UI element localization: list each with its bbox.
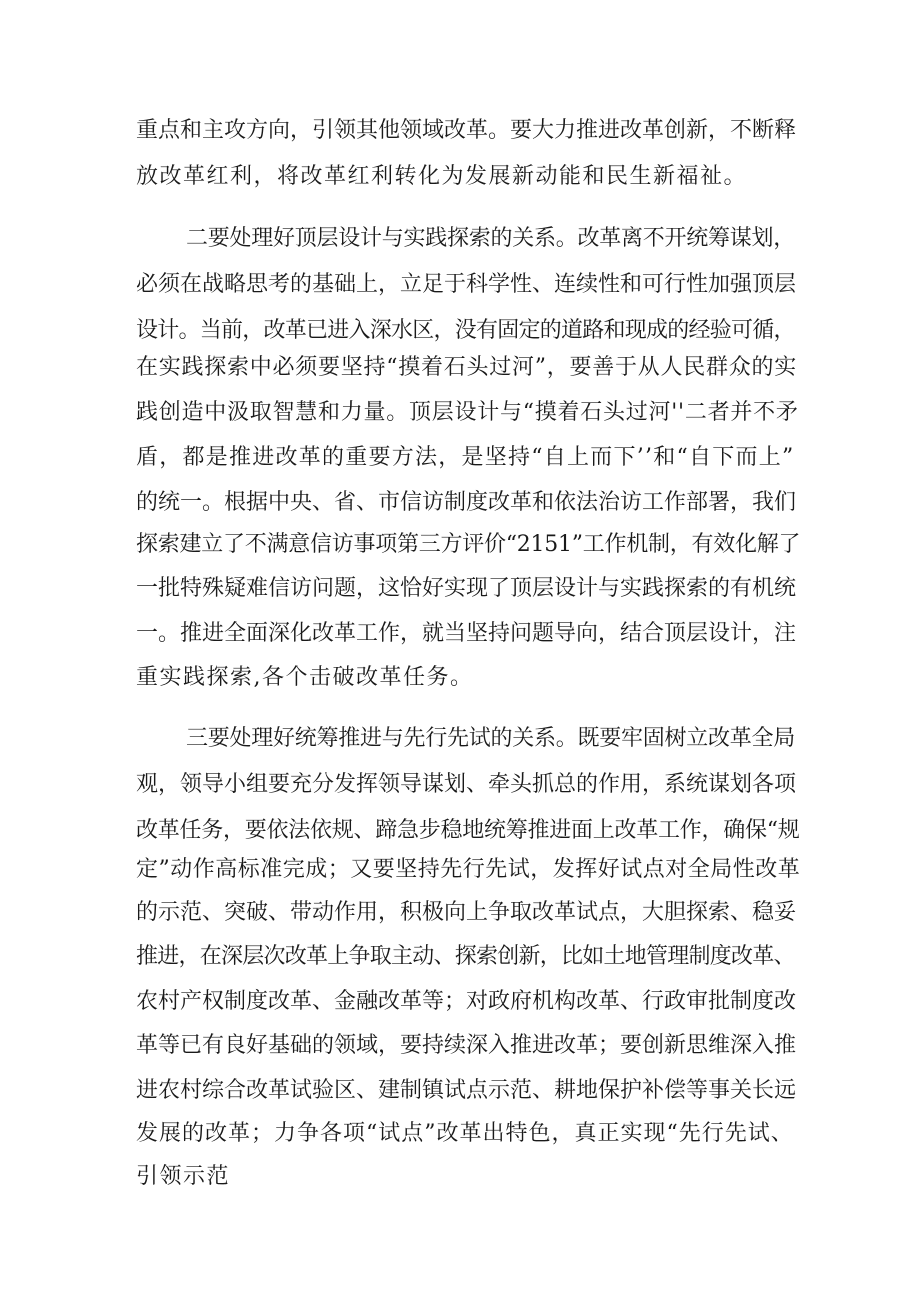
paragraph-3-line-4: 定”动作高标准完成；又要坚持先行先试，发挥好试点对全局性改革 [136, 857, 801, 882]
paragraph-2-line-4: 在实践探索中必须要坚持“摸着石头过河”，要善于从人民群众的实 [136, 355, 797, 380]
paragraph-3-line-2: 观，领导小组要充分发挥领导谋划、牵头抓总的作用，系统谋划各项 [136, 772, 797, 797]
paragraph-2-line-1: 二要处理好顶层设计与实践探索的关系。改革离不开统筹谋划， [186, 226, 796, 251]
paragraph-2-line-2: 必须在战略思考的基础上，立足于科学性、连续性和可行性加强顶层 [136, 272, 797, 297]
paragraph-3-line-6: 推进，在深层次改革上争取主动、探索创新，比如土地管理制度改革、 [136, 944, 795, 969]
paragraph-3-line-8: 革等已有良好基础的领域，要持续深入推进改革；要创新思维深入推 [136, 1033, 797, 1058]
paragraph-2-line-6: 盾，都是推进改革的重要方法，是坚持“自上而下’’和“自下而上” [136, 445, 795, 470]
paragraph-3-line-3: 改革任务，要依法依规、蹄急步稳地统筹推进面上改革工作，确保“规 [136, 818, 800, 843]
paragraph-2-line-3: 设计。当前，改革已进入深水区，没有固定的道路和现成的经验可循， [136, 318, 795, 343]
paragraph-3-line-10: 发展的改革；力争各项“试点”改革出特色，真正实现“先行先试、 [136, 1121, 794, 1146]
paragraph-2-line-10: 一。推进全面深化改革工作，就当坚持问题导向，结合顶层设计，注 [136, 621, 797, 646]
paragraph-2-line-5: 践创造中汲取智慧和力量。顶层设计与“摸着石头过河''二者并不矛 [136, 400, 799, 425]
paragraph-3-line-5: 的示范、突破、带动作用，积极向上争取改革试点，大胆探索、稳妥 [136, 900, 797, 925]
paragraph-3-line-7: 农村产权制度改革、金融改革等；对政府机构改革、行政审批制度改 [136, 989, 797, 1014]
paragraph-3-line-11: 引领示范 [136, 1164, 231, 1189]
paragraph-3-line-1: 三要处理好统筹推进与先行先试的关系。既要牢固树立改革全局 [186, 726, 796, 751]
paragraph-3-line-9: 进农村综合改革试验区、建制镇试点示范、耕地保护补偿等事关长远 [136, 1078, 797, 1103]
paragraph-2-line-8: 探索建立了不满意信访事项第三方评价“2151”工作机制，有效化解了 [136, 532, 801, 557]
paragraph-2-line-9: 一批特殊疑难信访问题，这恰好实现了顶层设计与实践探索的有机统 [136, 576, 797, 601]
paragraph-1-line-2: 放改革红利，将改革红利转化为发展新动能和民生新福祉。 [136, 164, 748, 189]
paragraph-2-line-11: 重实践探索,各个击破改革任务。 [136, 665, 474, 690]
paragraph-2-line-7: 的统一。根据中央、省、市信访制度改革和依法治访工作部署，我们 [136, 490, 797, 515]
paragraph-1-line-1: 重点和主攻方向，引领其他领域改革。要大力推进改革创新，不断释 [136, 118, 797, 143]
